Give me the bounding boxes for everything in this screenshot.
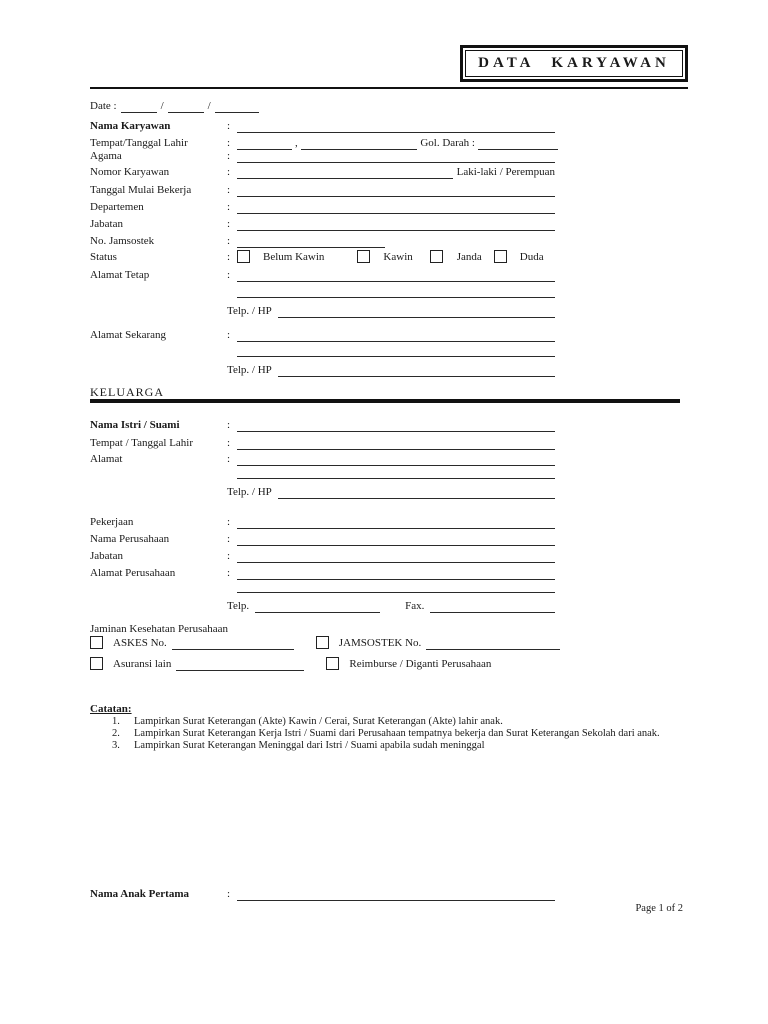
blank-line: [237, 150, 555, 163]
field-row-pekerjaan: [90, 516, 555, 529]
field-label: Nama Anak Pertama: [90, 888, 189, 900]
jamsostek-checkbox[interactable]: [316, 636, 329, 649]
colon: :: [227, 453, 231, 465]
colon: :: [227, 235, 231, 247]
status-option-label: Kawin: [383, 251, 413, 263]
catatan-item-text: Lampirkan Surat Keterangan Meninggal dari Istri / Suami apabila sudah meninggal: [134, 740, 485, 751]
field-row-tanggal-mulai-bekerja: [90, 184, 555, 197]
jaminan-title: Jaminan Kesehatan Perusahaan: [90, 623, 229, 635]
date-blank-month: [168, 100, 204, 113]
colon: :: [227, 516, 231, 528]
catatan-item-number: 2.: [112, 728, 120, 739]
colon: :: [227, 888, 231, 900]
jaminan-title-row: [90, 623, 555, 636]
colon: :: [227, 137, 231, 149]
section-title-keluarga: KELUARGA: [90, 385, 164, 399]
status-option-label: Janda: [456, 251, 482, 263]
blank-line: [426, 637, 560, 650]
colon: :: [227, 150, 231, 162]
field-row-nama-perusahaan: [90, 533, 555, 546]
field-label: Nama Perusahaan: [90, 533, 170, 545]
field-row-alamat-sekarang: [90, 329, 555, 342]
date-blank-year: [215, 100, 259, 113]
asuransi-lain-checkbox[interactable]: [90, 657, 103, 670]
blank-line: [430, 600, 555, 613]
colon: :: [227, 437, 231, 449]
page-title: DATA KARYAWAN: [478, 55, 670, 71]
field-label: Alamat Perusahaan: [90, 567, 176, 579]
blank-line: [255, 600, 380, 613]
field-label: Alamat Tetap: [90, 269, 150, 281]
field-label: Nomor Karyawan: [90, 166, 170, 178]
blank-line: [237, 437, 555, 450]
catatan-section: [90, 703, 680, 752]
blank-line: [278, 305, 555, 318]
blank-line: [237, 888, 555, 901]
date-row: [90, 100, 555, 113]
reimburse-label: Reimburse / Diganti Perusahaan: [349, 658, 492, 670]
colon: :: [227, 567, 231, 579]
field-label: Departemen: [90, 201, 144, 213]
field-label: Alamat Sekarang: [90, 329, 167, 341]
catatan-item-number: 3.: [112, 740, 120, 751]
colon: :: [227, 550, 231, 562]
status-checkbox-belum-kawin[interactable]: [237, 250, 250, 263]
blank-line: [237, 478, 555, 479]
status-checkbox-kawin[interactable]: [357, 250, 370, 263]
field-label: Jabatan: [90, 550, 123, 562]
jamsostek-label: JAMSOSTEK No.: [338, 637, 422, 649]
fax-label: Fax.: [405, 600, 425, 612]
field-row-nama-istri-suami: [90, 419, 555, 432]
status-checkbox-janda[interactable]: [430, 250, 443, 263]
blank-line: [237, 516, 555, 529]
field-label: No. Jamsostek: [90, 235, 155, 247]
telp-hp-row: [227, 305, 555, 318]
status-checkbox-duda[interactable]: [494, 250, 507, 263]
jaminan-row-1: [90, 637, 560, 650]
page-number: Page 1 of 2: [635, 903, 683, 914]
field-row-jabatan: [90, 218, 555, 231]
gol-darah-label: Gol. Darah :: [420, 137, 475, 149]
title-box: [460, 45, 688, 82]
field-row-jabatan-keluarga: [90, 550, 555, 563]
date-label: Date :: [90, 100, 117, 112]
colon: :: [227, 329, 231, 341]
blank-line: [237, 201, 555, 214]
colon: :: [227, 166, 231, 178]
catatan-title: Catatan:: [90, 703, 132, 715]
blank-line: [237, 453, 555, 466]
blank-line: [237, 297, 555, 298]
catatan-item-number: 1.: [112, 716, 120, 727]
field-label: Jabatan: [90, 218, 123, 230]
field-row-agama: [90, 150, 555, 163]
field-label: Tanggal Mulai Bekerja: [90, 184, 192, 196]
field-label: Nama Karyawan: [90, 120, 171, 132]
blank-line: [373, 137, 418, 150]
field-label: Tempat/Tanggal Lahir: [90, 137, 188, 149]
header-rule: [90, 87, 688, 89]
telp-label: Telp.: [227, 600, 250, 612]
blank-line: [237, 533, 555, 546]
field-label: Nama Istri / Suami: [90, 419, 180, 431]
blank-line: [237, 592, 555, 593]
blank-line: [237, 550, 555, 563]
field-row-tempat-tanggal-lahir: [90, 137, 558, 150]
field-label: Status: [90, 251, 117, 263]
field-label: Tempat / Tanggal Lahir: [90, 437, 194, 449]
field-row-nomor-karyawan: [90, 166, 555, 179]
date-slash: /: [207, 100, 211, 112]
blank-line: [278, 486, 555, 499]
status-option-label: Belum Kawin: [263, 251, 325, 263]
reimburse-checkbox[interactable]: [326, 657, 339, 670]
blank-line: [237, 567, 555, 580]
field-row-nama-anak-pertama: [90, 888, 555, 901]
blank-line: [278, 364, 555, 377]
field-row-alamat-tetap: [90, 269, 555, 282]
asuransi-lain-label: Asuransi lain: [113, 658, 172, 670]
telp-hp-label: Telp. / HP: [227, 305, 272, 317]
blank-line: [237, 356, 555, 357]
field-row-status: [90, 251, 555, 264]
catatan-item: [90, 740, 680, 752]
colon: :: [227, 533, 231, 545]
colon: :: [227, 251, 231, 263]
field-row-alamat-keluarga: [90, 453, 555, 466]
askes-label: ASKES No.: [113, 637, 167, 649]
blank-line: [237, 419, 555, 432]
field-row-nama-karyawan: [90, 120, 555, 133]
blank-line: [237, 137, 292, 150]
blank-line: [237, 120, 555, 133]
blank-line: [176, 658, 304, 671]
date-blank-day: [121, 100, 157, 113]
date-slash: /: [160, 100, 164, 112]
askes-checkbox[interactable]: [90, 636, 103, 649]
field-label: Alamat: [90, 453, 123, 465]
section-rule: [90, 399, 680, 403]
catatan-item: [90, 716, 680, 728]
telp-hp-row: [227, 486, 555, 499]
gender-options: Laki-laki / Perempuan: [456, 166, 555, 178]
blank-line: [237, 218, 555, 231]
field-row-departemen: [90, 201, 555, 214]
colon: :: [227, 184, 231, 196]
telp-fax-row: [227, 600, 555, 613]
field-label: Pekerjaan: [90, 516, 134, 528]
colon: :: [227, 201, 231, 213]
blank-line: [237, 184, 555, 197]
blank-line: [237, 235, 385, 248]
blank-line: [237, 166, 453, 179]
field-label: Agama: [90, 150, 122, 162]
telp-hp-row: [227, 364, 555, 377]
colon: :: [227, 419, 231, 431]
blank-line: [237, 269, 555, 282]
status-option-label: Duda: [519, 251, 544, 263]
blank-line: [478, 137, 558, 150]
catatan-item-text: Lampirkan Surat Keterangan (Akte) Kawin / Cerai, Surat Keterangan (Akte) lahir anak.: [134, 716, 503, 727]
field-row-no-jamsostek: [90, 235, 555, 248]
colon: :: [227, 120, 231, 132]
title-box-inner: [465, 50, 683, 77]
blank-line: [172, 637, 294, 650]
colon: :: [227, 218, 231, 230]
blank-line: [301, 137, 373, 150]
catatan-item: [90, 728, 680, 740]
telp-hp-label: Telp. / HP: [227, 486, 272, 498]
telp-hp-label: Telp. / HP: [227, 364, 272, 376]
comma: ,: [295, 137, 298, 149]
catatan-item-text: Lampirkan Surat Keterangan Kerja Istri / Suami dari Perusahaan tempatnya bekerja dan Surat Keterangan Sekolah dari anak.: [134, 728, 660, 739]
field-row-alamat-perusahaan: [90, 567, 555, 580]
jaminan-row-2: [90, 658, 560, 671]
colon: :: [227, 269, 231, 281]
blank-line: [237, 329, 555, 342]
field-row-tempat-tanggal-lahir-keluarga: [90, 437, 555, 450]
